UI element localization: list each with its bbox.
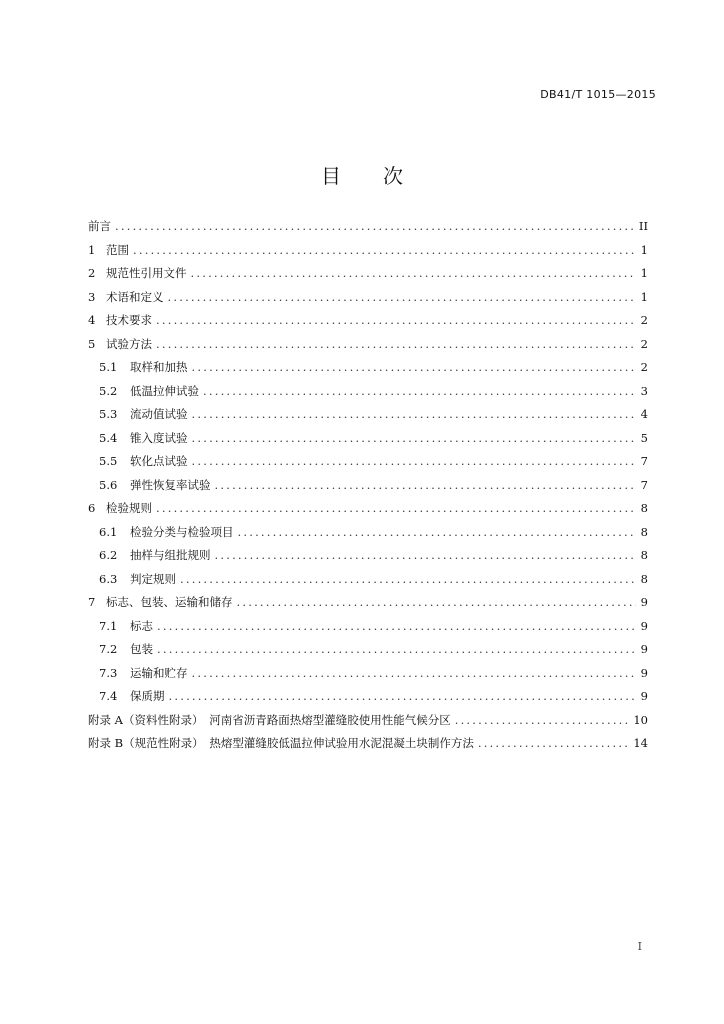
standard-code: DB41/T 1015—2015 [540, 88, 656, 101]
toc-entry[interactable] [88, 265, 648, 289]
toc-entry-label: 流动值试验 [130, 407, 188, 421]
toc-dot-leader [192, 454, 637, 468]
toc-entry-number: 5.1 [99, 360, 118, 374]
toc-entry-label: 标志、包装、运输和储存 [106, 595, 233, 609]
toc-entry-page: 5 [640, 430, 648, 445]
page-title-char-2: 次 [383, 164, 403, 188]
toc-entry-page: 7 [640, 477, 648, 492]
toc-dot-leader [192, 407, 637, 421]
toc-entry-page: 9 [640, 618, 648, 633]
toc-dot-leader [478, 736, 630, 750]
toc-entry[interactable] [88, 712, 648, 736]
toc-entry[interactable] [88, 336, 648, 360]
toc-entry-label: 试验方法 [106, 336, 152, 351]
toc-dot-leader [168, 290, 637, 304]
toc-dot-leader [192, 360, 637, 374]
toc-entry-number: 6.1 [99, 524, 118, 539]
toc-entry[interactable] [88, 547, 648, 571]
table-of-contents [88, 218, 648, 759]
toc-dot-leader [115, 219, 635, 233]
toc-entry-label: 标志 [130, 618, 153, 633]
toc-entry-number: 3 [88, 289, 96, 304]
toc-dot-leader [192, 666, 637, 680]
toc-entry-page: 9 [640, 689, 648, 703]
toc-entry-number: 7.3 [99, 665, 118, 680]
toc-entry-number: 6.3 [99, 571, 118, 586]
toc-entry-number: 7.2 [99, 642, 118, 656]
page-title [0, 160, 724, 189]
toc-entry-label: 包装 [130, 642, 153, 656]
toc-entry-page: 2 [640, 313, 648, 327]
toc-entry-page: 1 [640, 242, 648, 257]
toc-entry[interactable] [88, 571, 648, 595]
toc-entry-page: 2 [640, 360, 648, 374]
toc-entry[interactable] [88, 359, 648, 383]
toc-entry-label: 抽样与组批规则 [130, 548, 211, 562]
toc-entry[interactable] [88, 430, 648, 454]
toc-entry-label: 范围 [106, 242, 129, 257]
toc-dot-leader [169, 689, 637, 703]
toc-entry[interactable] [88, 688, 648, 712]
toc-entry-page: 1 [640, 266, 648, 280]
toc-entry[interactable] [88, 665, 648, 689]
toc-entry-label: 判定规则 [130, 571, 176, 586]
toc-entry-page: 7 [640, 454, 648, 468]
toc-entry-label: 术语和定义 [106, 289, 164, 304]
toc-dot-leader [192, 431, 637, 445]
toc-entry-label: 检验分类与检验项目 [130, 524, 234, 539]
toc-dot-leader [238, 525, 637, 539]
toc-entry[interactable] [88, 383, 648, 407]
toc-entry-page: 9 [640, 642, 648, 656]
toc-entry-page: 3 [640, 383, 648, 398]
toc-entry-label: 前言 [88, 219, 111, 233]
toc-dot-leader [156, 337, 636, 351]
toc-entry[interactable] [88, 594, 648, 618]
toc-entry-page: 4 [640, 407, 648, 421]
toc-entry-number: 4 [88, 313, 96, 327]
toc-dot-leader [156, 501, 636, 515]
toc-dot-leader [203, 384, 636, 398]
toc-entry-label: 检验规则 [106, 501, 152, 515]
toc-entry-label: 附录 A（资料性附录） 河南省沥青路面热熔型灌缝胶使用性能气候分区 [88, 712, 451, 727]
toc-dot-leader [237, 595, 637, 609]
toc-entry-page: 8 [640, 501, 648, 515]
toc-entry-page: 9 [640, 595, 648, 609]
toc-entry-number: 5 [88, 336, 96, 351]
toc-entry-number: 5.4 [99, 430, 118, 445]
toc-entry-label: 软化点试验 [130, 454, 188, 468]
toc-entry-label: 低温拉伸试验 [130, 383, 199, 398]
toc-entry-label: 附录 B（规范性附录） 热熔型灌缝胶低温拉伸试验用水泥混凝土块制作方法 [88, 736, 474, 750]
toc-entry-label: 技术要求 [106, 313, 152, 327]
toc-entry-label: 运输和贮存 [130, 665, 188, 680]
toc-entry-page: 1 [640, 289, 648, 304]
toc-entry-number: 5.5 [99, 454, 118, 468]
toc-entry[interactable] [88, 218, 648, 242]
toc-entry[interactable] [88, 524, 648, 548]
toc-entry-number: 6.2 [99, 548, 118, 562]
toc-entry-number: 5.3 [99, 407, 118, 421]
toc-entry-page: 8 [640, 524, 648, 539]
toc-entry-number: 5.6 [99, 477, 118, 492]
toc-dot-leader [455, 713, 630, 727]
toc-entry[interactable] [88, 453, 648, 477]
toc-entry[interactable] [88, 242, 648, 266]
toc-entry-page: 8 [640, 548, 648, 562]
toc-entry[interactable] [88, 735, 648, 759]
toc-entry-number: 7.1 [99, 618, 118, 633]
toc-entry-page: 9 [640, 665, 648, 680]
toc-dot-leader [180, 572, 636, 586]
page-number: I [637, 940, 642, 953]
toc-entry[interactable] [88, 289, 648, 313]
toc-entry-number: 1 [88, 242, 96, 257]
toc-entry-number: 6 [88, 501, 96, 515]
toc-entry-label: 保质期 [130, 689, 165, 703]
toc-dot-leader [156, 313, 636, 327]
toc-entry-label: 弹性恢复率试验 [130, 477, 211, 492]
toc-entry-number: 7.4 [99, 689, 118, 703]
toc-dot-leader [133, 243, 636, 257]
toc-entry-page: 8 [640, 571, 648, 586]
toc-entry-label: 规范性引用文件 [106, 266, 187, 280]
toc-entry[interactable] [88, 477, 648, 501]
toc-dot-leader [215, 478, 637, 492]
toc-entry-number: 2 [88, 266, 96, 280]
toc-entry[interactable] [88, 641, 648, 665]
toc-entry-page: 10 [633, 712, 648, 727]
toc-entry-page: 2 [640, 336, 648, 351]
toc-entry-label: 锥入度试验 [130, 430, 188, 445]
toc-entry-number: 5.2 [99, 383, 118, 398]
toc-dot-leader [191, 266, 637, 280]
toc-entry-number: 7 [88, 595, 96, 609]
toc-entry[interactable] [88, 500, 648, 524]
toc-entry[interactable] [88, 406, 648, 430]
toc-dot-leader [157, 642, 636, 656]
toc-entry[interactable] [88, 618, 648, 642]
toc-entry[interactable] [88, 312, 648, 336]
toc-dot-leader [157, 619, 636, 633]
toc-entry-page: 14 [633, 736, 648, 750]
toc-entry-label: 取样和加热 [130, 360, 188, 374]
toc-dot-leader [215, 548, 637, 562]
page-title-char-1: 目 [321, 164, 341, 188]
toc-entry-page: II [638, 219, 648, 233]
